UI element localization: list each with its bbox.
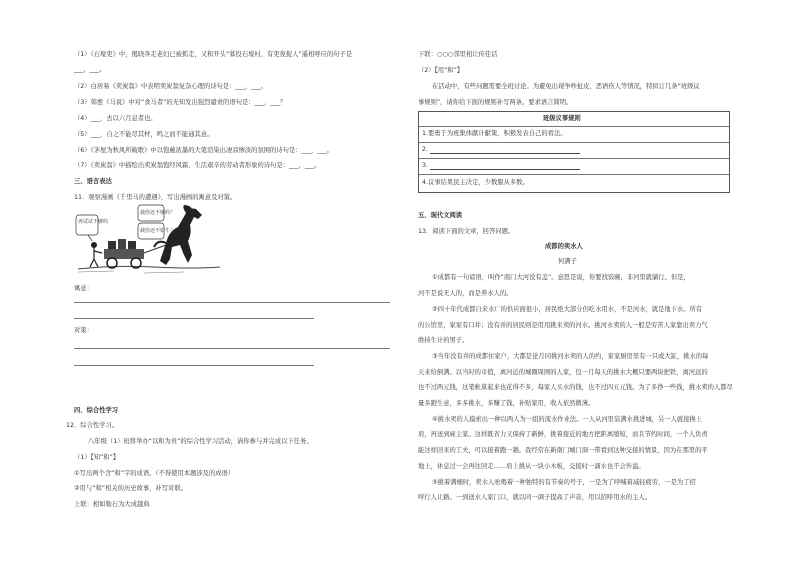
paragraph-line: 河不是说无人的，而是养水人的。 — [418, 290, 513, 297]
question-12-item-a: ①写出两个含“和”字的成语。（不得使用本题涉及的成语） — [74, 470, 235, 477]
paragraph-line: 维持生计的男子。 — [418, 337, 469, 344]
rule-item-1: 1.要勇于为班集体献计献策，积极发表自己的看法。 — [422, 130, 567, 137]
paragraph-line: ①成都有一句谚语，叫作“南门大河没有盖”。意思是说，你要找饭碗，非河里就躺行。但是， — [432, 274, 690, 281]
cartoon-bubble-left: 再试试不够吗 — [78, 219, 109, 225]
paragraph-line: 天来给倒满。以当时的市值，离河近的城圈周围的人家，包一月每天的挑水大概只要两块把铁，离河远的 — [418, 369, 708, 376]
question-1-blank: ___，___。 — [74, 66, 106, 73]
question-12: 12．综合性学习。 — [66, 422, 119, 429]
question-12-item-b: ②用与“和”相关的历史故事，补写对联。 — [74, 485, 187, 492]
rule-item-4: 4.议事结果民主决定，少数服从多数。 — [422, 179, 529, 186]
cartoon-bubble-top: 载你还不够吗？ — [140, 210, 176, 216]
paragraph-line: ③当年没有井的成都住家户，大都是论月同挑河水卖的人的约，家家厨房里有一只或大缸，挑水的每 — [432, 353, 709, 360]
paragraph-line: 量多跑生意，多多挑水，多赚了钱，补贴家用，收入依然微薄。 — [418, 400, 595, 407]
article-title: 成都的卖水人 — [545, 243, 583, 250]
answer-line — [74, 302, 390, 303]
article-author: 何满子 — [558, 258, 577, 265]
answer-line — [74, 318, 314, 319]
table-row-divider — [419, 174, 729, 175]
paragraph-line: 肩，再送到雇主家。这样既省力又保持了新鲜，挑着接近的地方把距离缩短，而且节约时间，一个人负责 — [418, 431, 708, 438]
table-row-divider — [419, 142, 729, 143]
question-12-part-2-text: 在活动中，有些问题需要全班讨论。为避免出现争吵扯皮、恶语伤人等情况，特拟订几条“班级议 — [432, 83, 700, 90]
section-5-heading: 五、现代文阅读 — [418, 212, 463, 219]
question-6: （6）《茅屋为秋风所破歌》中以饱蘸浓墨的大笔渲染出凄凉惨淡的氛围的诗句是：___，___。 — [74, 147, 334, 154]
answer-line — [74, 365, 314, 366]
section-4-heading: 四、综合性学习 — [74, 407, 119, 414]
question-4: （4）___，去以六月息者也。 — [74, 115, 157, 122]
section-3-heading: 三、语言表达 — [74, 178, 112, 185]
question-1: （1）《石壕吏》中，揭晓奔走老妇已被抓走，又和开头“暮投石壕村，有吏夜捉人”遥相呼应的句子是 — [74, 51, 353, 58]
couplet-upper: 上联：相如勒石为大成越典 — [74, 501, 150, 508]
rule-item-3: 3. — [422, 162, 580, 170]
table-row-divider — [419, 126, 729, 127]
paragraph-line: 也不过两元钱，这笔帐算起来也花得不多，每家人买水的钱，也不过四五元钱。为了多挣一些钱，挑水卖的人都尽 — [418, 384, 733, 391]
paragraph-line: ②四十年代成都自来水厂的供应面很小，居民绝大部分仍吃水用水，不是河水，就是地下水。所有 — [432, 306, 703, 313]
question-12-part-2: （2）【用“和”】 — [418, 67, 464, 74]
paragraph-line: 能这样回来的工夫，可以接着跑一趟。我经常在新南门城门洞一带看到这种交接的情景，因为在那里的平 — [418, 447, 708, 454]
answer-line — [74, 348, 390, 349]
question-11: 11．观察漫画《千里马的遭遇》，写出漫画的寓意及对策。 — [74, 194, 237, 201]
question-5: （5）___，自之不能尽其材，鸣之而不能通其意。 — [74, 131, 214, 138]
answer-line — [430, 153, 580, 154]
paragraph-line: ④挑水卖的人摸索出一种以两人为一组的流水作业法。一人从河里装满水挑进城，另一人就接换上 — [432, 416, 703, 423]
question-13: 13．阅读下面的文章，回答问题。 — [418, 228, 515, 235]
table-row-divider — [419, 158, 729, 159]
rules-table-title: 班级议事规则 — [543, 115, 581, 122]
paragraph-line: 的公馆里，家家有口井；没有并的居民则是用用挑来卖的河水。挑河水卖的人一般是穷苦人家靠出卖力气 — [418, 322, 708, 329]
countermeasure-label: 对策： — [74, 327, 93, 334]
paragraph-line: 呼行人让路。一到送水人家门口，就以同一调子提高了声音，用以招呼用水的主人。 — [418, 494, 651, 501]
question-3: （3）韩愈《马说》中对“食马者”的无知发出强烈谴责的语句是：___，___？ — [74, 99, 287, 106]
question-12-part-2-text: 事规则”，请你给下面的规则补写两条。要求语言简明。 — [418, 99, 573, 106]
question-12-intro: 八年级（1）班将举办“以和为贵”的综合性学习活动，请你参与并完成以下任务。 — [88, 438, 313, 445]
paragraph-line: ⑤挑着满桶时，卖水人吆喝着一种独特的有节奏的号子，一是为了呼喊着减轻疲劳，一是为了招 — [432, 479, 696, 486]
question-2: （2）白居易《卖炭翁》中表明卖炭翁复杂心理的诗句是：___，___。 — [74, 83, 267, 90]
question-12-part-1: （1）【知“和”】 — [74, 454, 120, 461]
answer-line — [430, 169, 580, 170]
rule-item-2: 2. — [422, 146, 580, 154]
cartoon-illustration — [74, 203, 222, 275]
couplet-lower: 下联：○○○邻里相让传佳话 — [418, 51, 498, 58]
question-7: （7）《卖炭翁》中描绘出卖炭翁饱经风霜、生活艰辛的劳动者形象的诗句是：___，___。 — [74, 162, 321, 169]
cartoon-bubble-bottom: 载你还不如牛！ — [140, 228, 176, 234]
paragraph-line: 地上，休息过一会再往回走……肩上挑从一块小木板，交接时一滴水也不会外溢。 — [418, 463, 645, 470]
rules-table — [418, 111, 730, 193]
meaning-label: 寓意： — [74, 285, 93, 292]
